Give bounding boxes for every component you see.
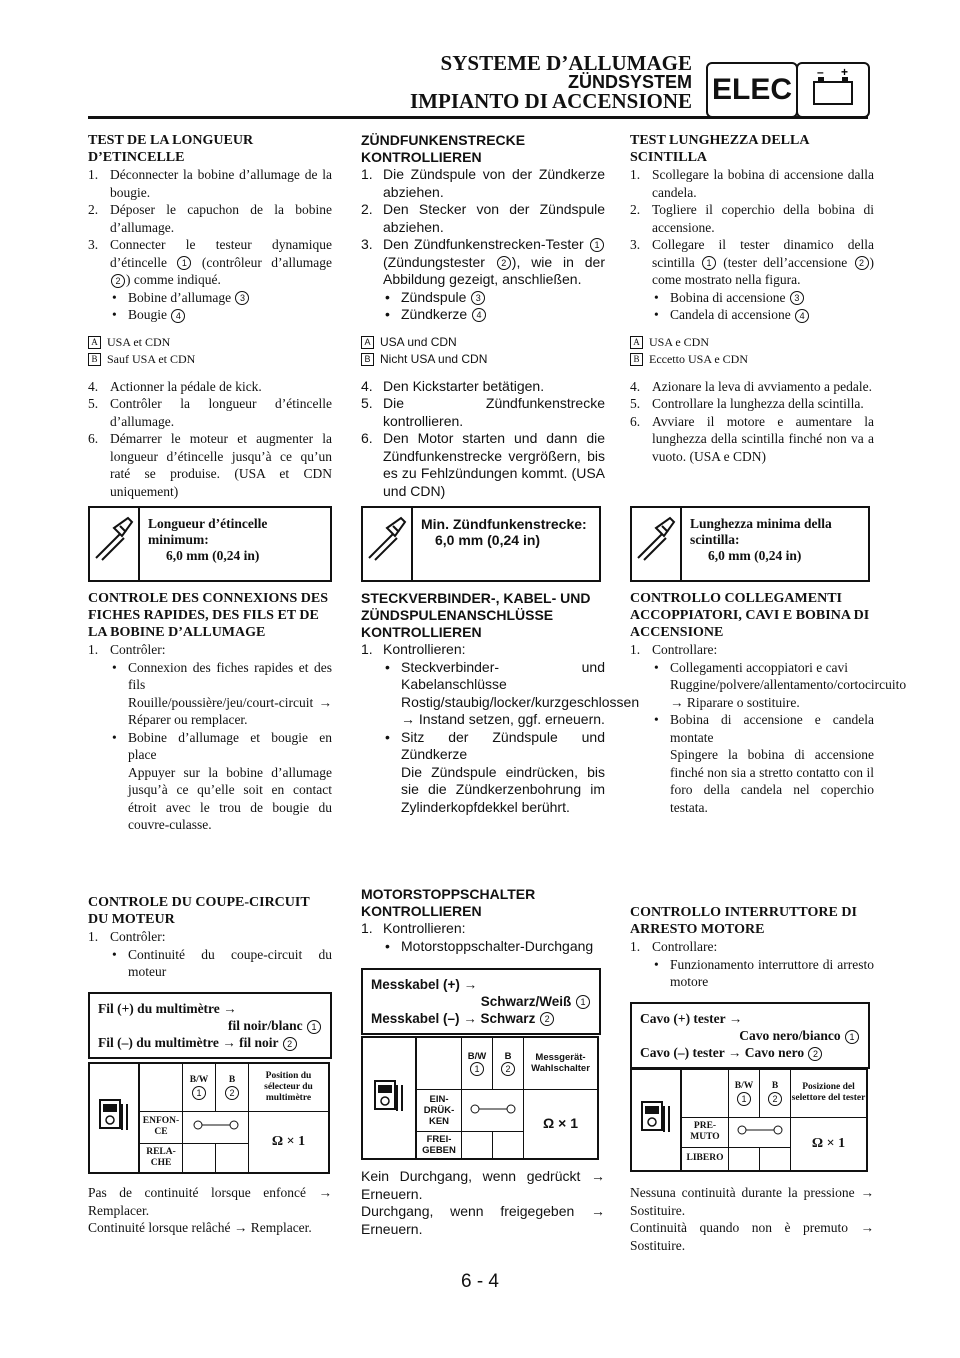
notes: A USA e CDN B Eccetto USA e CDN xyxy=(630,334,874,368)
result-text-de: Kein Durchgang, wenn gedrückt → Erneuern. Durchgang, wenn freigegeben → Erneuern. xyxy=(361,1168,605,1237)
column-fr xyxy=(88,132,332,500)
marker-1: 1 xyxy=(177,256,191,270)
heading-spark-test: ZÜNDFUNKENSTRECKE KONTROLLIEREN xyxy=(361,132,526,165)
continuity-table-it: B/W 1 B 2 Posizione del selettore del tester PRE-MUTO Ω × 1 LIBERO xyxy=(630,1068,868,1172)
title-it: IMPIANTO DI ACCENSIONE xyxy=(410,89,692,113)
result-text-fr: Pas de continuité lorsque enfoncé → Remplacer. Continuité lorsque relâché → Remplacer. xyxy=(88,1185,332,1235)
multimeter-icon xyxy=(89,1063,139,1173)
spec-box-de: Min. Zündfunkenstrecke: 6,0 mm (0,24 in) xyxy=(361,506,601,582)
continuity-table-de: B/W 1 B 2 Messgerät-Wahlschalter EIN-DRÜK-KEN Ω × 1 FREI-GEBEN xyxy=(361,1036,599,1160)
wrench-icon xyxy=(90,508,140,580)
battery-plus: + xyxy=(841,65,849,79)
battery-minus: – xyxy=(817,65,824,79)
section-title xyxy=(410,51,692,113)
header-rule xyxy=(88,116,868,119)
spec-box-fr: Longueur d’étincelle minimum: 6,0 mm (0,24 in) xyxy=(88,506,332,582)
steps-a: 1. Déconnecter la bobine d’allumage de la bougie. 2. Déposer le capuchon de la bobine d’allumage. 3. Connecter le testeur dynamique d’étincelle 1 (contrôleur d’allumage 2 ) comme indiqué. • Bobine d’allumage 3 • Bougie 4 xyxy=(88,166,332,324)
steps-b: 4. Den Kickstarter betätigen. 5. Die Zündfunkenstrecke kontrollieren. 6. Den Motor starten und dann die Zündfunkenstrecke vergrößern, bis es zu Fehlzündungen kommt. (USA und CDN) xyxy=(361,377,605,499)
steps-a: 1. Die Zündspule von der Zündkerze abziehen. 2. Den Stecker von der Zündspule abziehen. 3. Den Zündfunkenstrecken-Tester 1 (Zündungstester 2 ), wie in der Abbildung gezeigt, anschließen. • Zündspule 3 • Zündkerze 4 xyxy=(361,166,605,324)
probe-box-de: Messkabel (+) → Schwarz/Weiß 1 Messkabel (–) → Schwarz 2 xyxy=(361,968,601,1035)
probe-box-fr: Fil (+) du multimètre → fil noir/blanc 1 Fil (–) du multimètre → fil noir 2 xyxy=(88,992,332,1059)
page-number: 6 - 4 xyxy=(460,1271,500,1292)
stop-switch-de: MOTORSTOPPSCHALTER KONTROLLIEREN 1. Kontrollieren: • Motorstoppschalter-Durchgang xyxy=(361,886,605,955)
connections-it: CONTROLLO COLLEGAMENTI ACCOPPIATORI, CAVI E BOBINA DI ACCENSIONE 1. Controllare: • Collegamenti accoppiatori e cavi Ruggine/polvere/allentamento/cortocircuito → Riparare o sostituire. • Bobina di accensione e candela montate Spingere la bobina di accensione finché non sia a stretto contatto con il foro della candela nel coperchio testata. xyxy=(630,590,874,816)
probe-box-it: Cavo (+) tester → Cavo nero/bianco 1 Cavo (–) tester → Cavo nero 2 xyxy=(630,1002,870,1069)
continuity-table-fr: B/W 1 B 2 Position du sélecteur du multimètre ENFON-CE Ω × 1 RELA-CHE xyxy=(88,1062,330,1174)
connections-de: STECKVERBINDER-, KABEL- UND ZÜNDSPULENANSCHLÜSSE KONTROLLIEREN 1. Kontrollieren: • Steckverbinder- und Kabelanschlüsse Rostig/staubig/locker/kurzgeschlossen → Instand setzen, ggf. erneuern. • Sitz der Zündspule und Zündkerze Die Zündspule eindrücken, bis sie die Zündkerzenbohrung im Zylinderkopfdekkel berührt. xyxy=(361,590,605,816)
connections-fr: CONTROLE DES CONNEXIONS DES FICHES RAPIDES, DES FILS ET DE LA BOBINE D’ALLUMAGE 1. Contrôler: • Connexion des fiches rapides et des fils Rouille/poussière/jeu/court-circuit → Réparer ou remplacer. • Bobine d’allumage et bougie en place Appuyer sur la bobine d’allumage jusqu’à ce qu’elle soit en contact étroit avec le trou de bougie du couvre-culasse. xyxy=(88,590,332,834)
spec-box-it: Lunghezza minima della scintilla: 6,0 mm (0,24 in) xyxy=(630,506,870,582)
title-fr: SYSTEME D’ALLUMAGE xyxy=(440,51,692,75)
heading-spark-test: TEST LUNGHEZZA DELLA SCINTILLA xyxy=(630,133,809,165)
wrench-icon xyxy=(632,508,682,580)
steps-b: 4. Actionner la pédale de kick. 5. Contrôler la longueur d’étincelle d’allumage. 6. Démarrer le moteur et augmenter la longueur d’étincelle jusqu’à ce qu’un raté se produise. (USA et CDN uniquement) xyxy=(88,378,332,499)
battery-icon xyxy=(796,62,870,118)
notes: A USA et CDN B Sauf USA et CDN xyxy=(88,334,332,368)
result-text-it: Nessuna continuità durante la pressione → Sostituire. Continuità quando non è premuto → Sostituire. xyxy=(630,1185,874,1253)
notes: A USA und CDN B Nicht USA und CDN xyxy=(361,334,605,368)
column-it xyxy=(630,132,874,465)
column-de xyxy=(361,132,605,500)
multimeter-icon xyxy=(631,1069,681,1171)
steps-b: 4. Azionare la leva di avviamento a pedale. 5. Controllare la lunghezza della scintilla. 6. Avviare il motore e aumentare la lunghezza della scintilla finché non va a vuoto. (USA e CDN) xyxy=(630,378,874,464)
title-de: ZÜNDSYSTEM xyxy=(567,72,692,92)
stop-switch-fr: CONTROLE DU COUPE-CIRCUIT DU MOTEUR 1. Contrôler: • Continuité du coupe-circuit du moteur xyxy=(88,894,332,981)
wrench-icon xyxy=(363,508,413,580)
steps-a: 1. Scollegare la bobina di accensione dalla candela. 2. Togliere il coperchio della bobina di accensione. 3. Collegare il tester dinamico della scintilla 1 (tester dell’accensione 2 ) come mostrato nella figura. • Bobina di accensione 3 • Candela di accensione 4 xyxy=(630,166,874,324)
multimeter-icon xyxy=(362,1037,416,1159)
stop-switch-it: CONTROLLO INTERRUTTORE DI ARRESTO MOTORE 1. Controllare: • Funzionamento interruttore di arresto motore xyxy=(630,904,874,991)
heading-spark-test: TEST DE LA LONGUEUR D’ETINCELLE xyxy=(88,133,254,165)
elec-badge: ELEC xyxy=(706,62,798,118)
marker-2: 2 xyxy=(111,274,125,288)
